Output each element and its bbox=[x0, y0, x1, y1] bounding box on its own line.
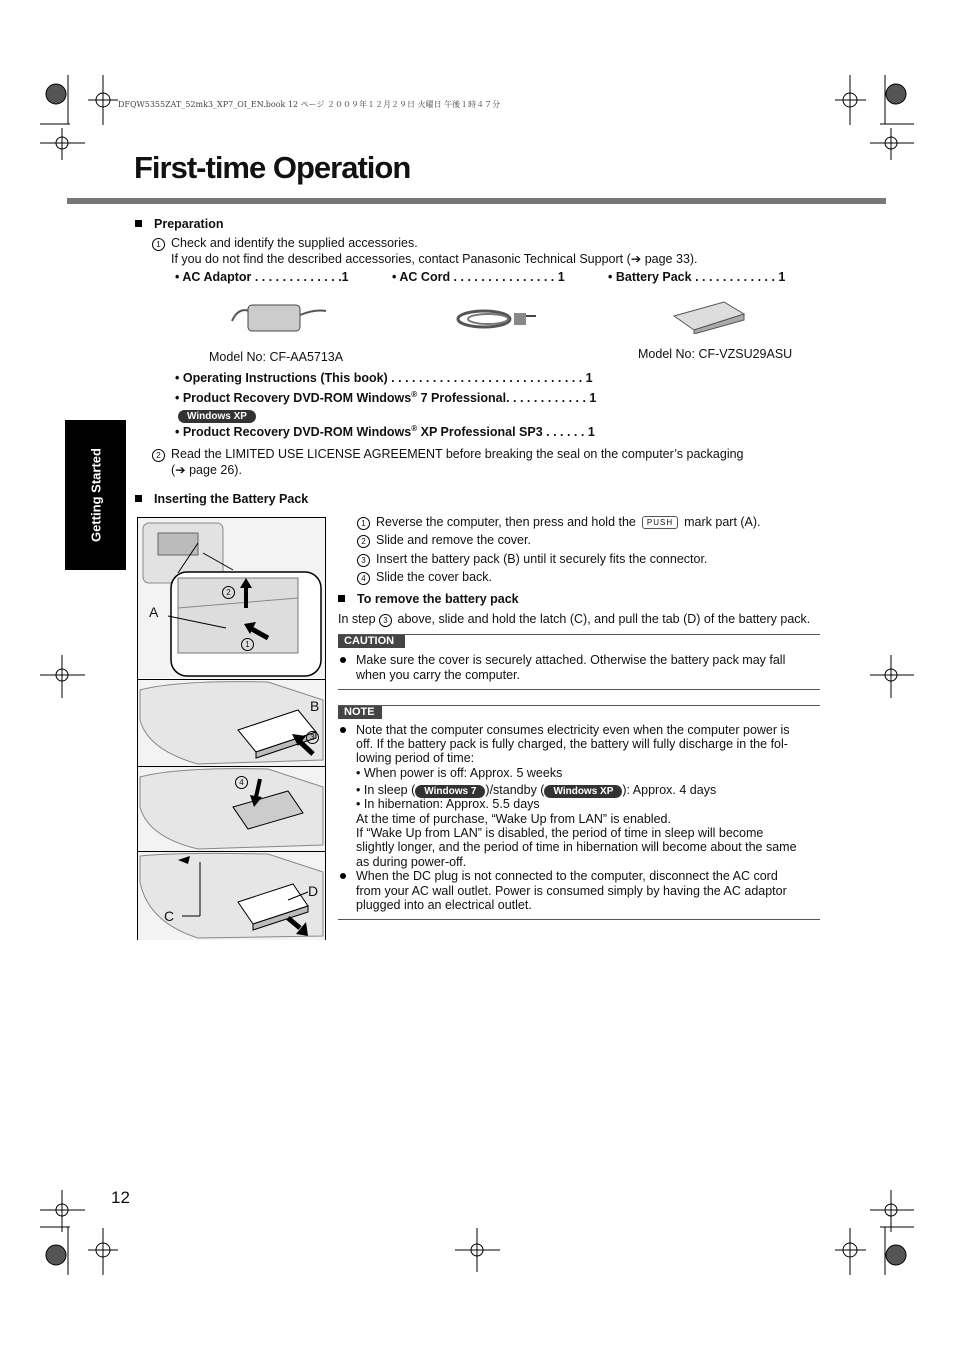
step-number: 1 bbox=[152, 238, 165, 251]
square-bullet-icon bbox=[135, 495, 142, 502]
remove-heading: To remove the battery pack bbox=[338, 592, 519, 606]
side-tab bbox=[65, 420, 126, 570]
square-bullet-icon bbox=[135, 220, 142, 227]
push-mark-icon: PUSH bbox=[642, 516, 678, 529]
note1-line2: off. If the battery pack is fully charged, the battery will fully discharge in the fol- bbox=[356, 737, 788, 751]
side-tab-label: Getting Started bbox=[88, 448, 103, 542]
caution-label: CAUTION bbox=[338, 635, 405, 648]
note1-line3: lowing period of time: bbox=[356, 751, 475, 765]
battery-step-1: 1 Reverse the computer, then press and hold the PUSH mark part (A). bbox=[357, 515, 761, 530]
battery-step-3: 3 Insert the battery pack (B) until it securely fits the connector. bbox=[357, 552, 707, 567]
badge-windows-xp: Windows XP bbox=[544, 785, 622, 798]
caution-text-2: when you carry the computer. bbox=[356, 668, 520, 682]
caution-bottom-rule bbox=[338, 689, 820, 690]
caution-text-1: Make sure the cover is securely attached. Otherwise the battery pack may fall bbox=[356, 653, 786, 667]
note1-line4: At the time of purchase, “Wake Up from LAN” is enabled. bbox=[356, 812, 671, 826]
prep-step1: 1 Check and identify the supplied accessories. bbox=[152, 236, 418, 251]
prep-step1-line2: If you do not find the described accessories, contact Panasonic Technical Support (➔ page 33). bbox=[171, 252, 698, 266]
fig-label-d: D bbox=[308, 883, 319, 899]
battery-pack-image bbox=[672, 300, 747, 334]
step-number: 3 bbox=[379, 614, 392, 627]
step-number: 2 bbox=[152, 449, 165, 462]
prep-step2-line2: (➔ page 26). bbox=[171, 463, 242, 477]
note2-line3: plugged into an electrical outlet. bbox=[356, 898, 532, 912]
accessory-ac-adaptor: • AC Adaptor . . . . . . . . . . . . .1 bbox=[175, 270, 349, 284]
bullet-icon bbox=[340, 873, 346, 879]
note-sub-sleep: • In sleep ( Windows 7 )/standby ( Windows XP ): Approx. 4 days bbox=[356, 783, 717, 797]
fig-label-b: B bbox=[310, 698, 320, 714]
step-number: 1 bbox=[357, 517, 370, 530]
badge-windows-xp: Windows XP bbox=[178, 406, 256, 424]
title-rule bbox=[67, 198, 886, 204]
note1-line7: as during power-off. bbox=[356, 855, 467, 869]
note-label: NOTE bbox=[338, 706, 382, 719]
caution-top-rule bbox=[338, 634, 820, 635]
fig-num-3: 3 bbox=[306, 731, 319, 744]
accessory-ac-cord: • AC Cord . . . . . . . . . . . . . . . 1 bbox=[392, 270, 565, 284]
item-op-instructions: • Operating Instructions (This book) . . . . . . . . . . . . . . . . . . . . . . . . . . . . 1 bbox=[175, 371, 593, 385]
accessory-battery-pack: • Battery Pack . . . . . . . . . . . . 1 bbox=[608, 270, 786, 284]
page-number: 12 bbox=[111, 1188, 130, 1207]
step-number: 2 bbox=[357, 535, 370, 548]
bullet-icon bbox=[340, 727, 346, 733]
note-sub-hibernation: • In hibernation: Approx. 5.5 days bbox=[356, 797, 540, 811]
prep-step2: 2 Read the LIMITED USE LICENSE AGREEMENT before breaking the seal on the computer’s packaging bbox=[152, 447, 744, 462]
preparation-heading: Preparation bbox=[135, 217, 223, 231]
file-header: DFQW5355ZAT_52mk3_XP7_OI_EN.book 12 ページ ２００９年１２月２９日 火曜日 午後１時４７分 bbox=[118, 100, 501, 109]
step-number: 3 bbox=[357, 554, 370, 567]
note2-line2: from your AC wall outlet. Power is consumed simply by having the AC adaptor bbox=[356, 884, 787, 898]
note1-line5: If “Wake Up from LAN” is disabled, the period of time in sleep will become bbox=[356, 826, 764, 840]
fig-label-c: C bbox=[164, 908, 175, 924]
figure-panel-2 bbox=[138, 679, 325, 766]
battery-step-4: 4 Slide the cover back. bbox=[357, 570, 492, 585]
battery-heading: Inserting the Battery Pack bbox=[135, 492, 308, 506]
note1-line1: Note that the computer consumes electricity even when the computer power is bbox=[356, 723, 790, 737]
page-title: First-time Operation bbox=[134, 150, 411, 185]
fig-num-2: 2 bbox=[222, 586, 235, 599]
battery-figure bbox=[137, 517, 326, 940]
note1-line6: slightly longer, and the period of time in hibernation will become about the same bbox=[356, 840, 797, 854]
battery-step-2: 2 Slide and remove the cover. bbox=[357, 533, 531, 548]
ac-cord-image bbox=[454, 305, 539, 333]
item-recovery-xp: • Product Recovery DVD-ROM Windows® XP Professional SP3 . . . . . . 1 bbox=[175, 424, 595, 440]
figure-panel-4 bbox=[138, 851, 325, 940]
badge-windows-7: Windows 7 bbox=[415, 785, 485, 798]
item-recovery-win7: • Product Recovery DVD-ROM Windows® 7 Professional. . . . . . . . . . . . 1 bbox=[175, 390, 597, 406]
fig-num-4: 4 bbox=[235, 776, 248, 789]
model-adaptor: Model No: CF-AA5713A bbox=[209, 350, 344, 364]
bullet-icon bbox=[340, 657, 346, 663]
remove-text: In step 3 above, slide and hold the latch (C), and pull the tab (D) of the battery pack. bbox=[338, 612, 811, 626]
ac-adaptor-image bbox=[230, 297, 330, 337]
model-battery: Model No: CF-VZSU29ASU bbox=[638, 347, 793, 361]
note-sub-off: • When power is off: Approx. 5 weeks bbox=[356, 766, 563, 780]
square-bullet-icon bbox=[338, 595, 345, 602]
figure-panel-3 bbox=[138, 766, 325, 851]
fig-label-a: A bbox=[149, 604, 159, 620]
note2-line1: When the DC plug is not connected to the computer, disconnect the AC cord bbox=[356, 869, 778, 883]
note-top-rule bbox=[338, 705, 820, 706]
step-number: 4 bbox=[357, 572, 370, 585]
note-bottom-rule bbox=[338, 919, 820, 920]
fig-num-1: 1 bbox=[241, 638, 254, 651]
